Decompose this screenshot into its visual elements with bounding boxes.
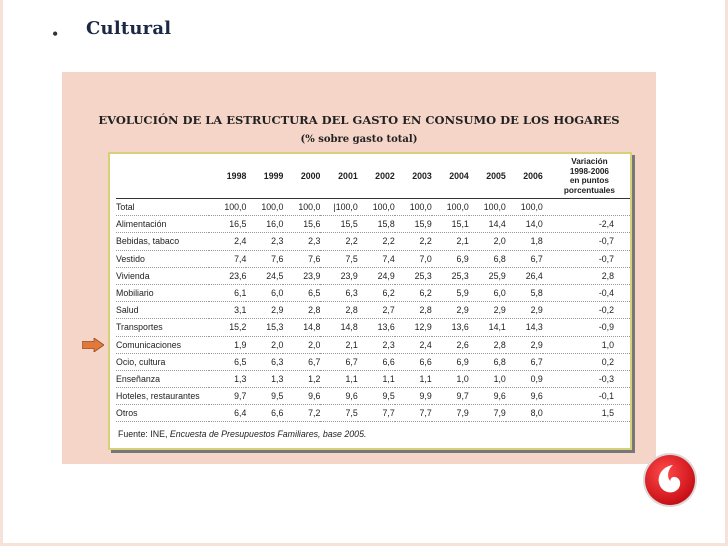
variation-cell: -0,3 (543, 370, 630, 387)
value-cell: 6,7 (320, 353, 357, 370)
table-title: EVOLUCIÓN DE LA ESTRUCTURA DEL GASTO EN CONSUMO DE LOS HOGARES (98, 113, 620, 127)
value-cell: 6,5 (283, 284, 320, 301)
value-cell: 100,0 (283, 199, 320, 216)
row-label: Comunicaciones (116, 336, 209, 353)
value-cell: 6,7 (506, 353, 543, 370)
value-cell: 2,0 (283, 336, 320, 353)
value-cell: 9,7 (209, 388, 246, 405)
variation-cell: 0,2 (543, 353, 630, 370)
year-header: 2005 (486, 171, 506, 181)
value-cell: 14,8 (283, 319, 320, 336)
row-label: Transportes (116, 319, 209, 336)
value-cell: 9,6 (283, 388, 320, 405)
table-row (116, 302, 630, 319)
variation-cell (543, 199, 630, 216)
row-label: Vestido (116, 250, 209, 267)
value-cell: 15,8 (358, 216, 395, 233)
value-cell: 7,9 (469, 405, 506, 422)
table-row (116, 370, 630, 387)
year-header: 2003 (412, 171, 432, 181)
value-cell: 7,4 (358, 250, 395, 267)
value-cell: 100,0 (395, 199, 432, 216)
table-row (116, 250, 630, 267)
row-label: Vivienda (116, 267, 209, 284)
value-cell: 7,6 (283, 250, 320, 267)
table-subtitle: (% sobre gasto total) (300, 134, 418, 145)
table-row (116, 284, 630, 301)
variation-header-line: 1998-2006 (569, 166, 609, 176)
value-cell: 15,9 (395, 216, 432, 233)
value-cell: 15,3 (246, 319, 283, 336)
value-cell: 2,0 (469, 233, 506, 250)
slide-heading: Cultural (86, 18, 172, 39)
value-cell: 6,9 (432, 250, 469, 267)
value-cell: 9,9 (395, 388, 432, 405)
value-cell: 100,0 (432, 199, 469, 216)
value-cell: 7,0 (395, 250, 432, 267)
value-cell: 2,8 (320, 302, 357, 319)
value-cell: 15,2 (209, 319, 246, 336)
value-cell: 1,1 (320, 370, 357, 387)
value-cell: 7,5 (320, 405, 357, 422)
value-cell: 2,8 (283, 302, 320, 319)
value-cell: 1,0 (469, 370, 506, 387)
value-cell: 100,0 (469, 199, 506, 216)
value-cell: 1,9 (209, 336, 246, 353)
value-cell: 6,0 (246, 284, 283, 301)
value-cell: 6,9 (432, 353, 469, 370)
value-cell: 7,9 (432, 405, 469, 422)
table-header-row (116, 154, 630, 199)
variation-cell: -0,7 (543, 233, 630, 250)
value-cell: 2,3 (246, 233, 283, 250)
row-label: Alimentación (116, 216, 209, 233)
variation-cell: -0,1 (543, 388, 630, 405)
value-cell: 1,2 (283, 370, 320, 387)
table-row (116, 388, 630, 405)
value-cell: 14,1 (469, 319, 506, 336)
right-arrow-icon (82, 338, 104, 352)
value-cell: 100,0 (358, 199, 395, 216)
value-cell: 6,6 (358, 353, 395, 370)
variation-header-line: en puntos (569, 176, 609, 185)
value-cell: 6,1 (209, 284, 246, 301)
value-cell: 6,3 (246, 353, 283, 370)
value-cell: 2,3 (283, 233, 320, 250)
value-cell: 7,6 (246, 250, 283, 267)
table-body (116, 199, 630, 422)
year-header: 1999 (263, 171, 284, 181)
value-cell: 100,0 (209, 199, 246, 216)
value-cell: 2,8 (395, 302, 432, 319)
row-label: Ocio, cultura (116, 353, 209, 370)
value-cell: 6,4 (209, 405, 246, 422)
table-frame (108, 152, 632, 450)
row-label: Enseñanza (116, 370, 209, 387)
table-source (118, 429, 366, 439)
value-cell: 2,1 (320, 336, 357, 353)
table-row (116, 233, 630, 250)
value-cell: 2,2 (320, 233, 357, 250)
value-cell: 16,0 (246, 216, 283, 233)
value-cell: 7,4 (209, 250, 246, 267)
value-cell: 13,6 (358, 319, 395, 336)
value-cell: 9,7 (432, 388, 469, 405)
row-label: Mobiliario (116, 284, 209, 301)
value-cell: 26,4 (506, 267, 543, 284)
value-cell: 9,5 (246, 388, 283, 405)
value-cell: 2,7 (358, 302, 395, 319)
value-cell: 7,7 (395, 405, 432, 422)
table-panel (62, 72, 656, 464)
value-cell: 6,7 (283, 353, 320, 370)
value-cell: 0,9 (506, 370, 543, 387)
value-cell: 24,5 (246, 267, 283, 284)
value-cell: 23,6 (209, 267, 246, 284)
value-cell: 6,6 (246, 405, 283, 422)
variation-cell: 2,8 (543, 267, 630, 284)
table-row (116, 405, 630, 422)
value-cell: 2,8 (469, 336, 506, 353)
source-title: Encuesta de Presupuestos Familiares, base 2005. (169, 429, 367, 439)
value-cell: 2,9 (506, 302, 543, 319)
row-label: Salud (116, 302, 209, 319)
value-cell: 1,3 (246, 370, 283, 387)
value-cell: 100,0 (246, 199, 283, 216)
value-cell: 6,7 (506, 250, 543, 267)
value-cell: 2,2 (395, 233, 432, 250)
slide-border-left (0, 0, 3, 546)
row-label: Total (116, 199, 209, 216)
value-cell: 6,8 (469, 250, 506, 267)
row-label: Otros (116, 405, 209, 422)
value-cell: 23,9 (320, 267, 357, 284)
value-cell: 2,9 (469, 302, 506, 319)
value-cell: 24,9 (358, 267, 395, 284)
value-cell: 2,2 (358, 233, 395, 250)
variation-cell: -0,4 (543, 284, 630, 301)
value-cell: 9,6 (469, 388, 506, 405)
year-header: 2006 (523, 171, 543, 181)
value-cell: 14,0 (506, 216, 543, 233)
year-header: 1998 (226, 171, 247, 181)
value-cell: 3,1 (209, 302, 246, 319)
table-row (116, 353, 630, 370)
value-cell: 1,8 (506, 233, 543, 250)
value-cell: 15,6 (283, 216, 320, 233)
table-row (116, 267, 630, 284)
value-cell: 25,3 (432, 267, 469, 284)
value-cell: 2,1 (432, 233, 469, 250)
table-row (116, 199, 630, 216)
value-cell: 2,6 (432, 336, 469, 353)
spending-table (116, 154, 630, 422)
value-cell: 6,6 (395, 353, 432, 370)
value-cell: 2,4 (395, 336, 432, 353)
value-cell: 1,1 (358, 370, 395, 387)
value-cell: 9,6 (320, 388, 357, 405)
value-cell: 1,3 (209, 370, 246, 387)
value-cell: 15,1 (432, 216, 469, 233)
value-cell: 2,4 (209, 233, 246, 250)
table-row (116, 216, 630, 233)
value-cell: 2,3 (358, 336, 395, 353)
value-cell: 23,9 (283, 267, 320, 284)
table-row (116, 319, 630, 336)
value-cell: 2,9 (246, 302, 283, 319)
value-cell: |100,0 (320, 199, 357, 216)
variation-header-line: Variación (571, 157, 608, 166)
value-cell: 6,8 (469, 353, 506, 370)
value-cell: 6,2 (395, 284, 432, 301)
value-cell: 14,4 (469, 216, 506, 233)
value-cell: 9,6 (506, 388, 543, 405)
value-cell: 15,5 (320, 216, 357, 233)
variation-cell: 1,0 (543, 336, 630, 353)
value-cell: 1,0 (432, 370, 469, 387)
value-cell: 13,6 (432, 319, 469, 336)
value-cell: 5,9 (432, 284, 469, 301)
row-label: Hoteles, restaurantes (116, 388, 209, 405)
source-prefix: Fuente: INE, (118, 429, 170, 439)
value-cell: 9,5 (358, 388, 395, 405)
variation-cell: -0,9 (543, 319, 630, 336)
value-cell: 6,2 (358, 284, 395, 301)
row-label: Bebidas, tabaco (116, 233, 209, 250)
value-cell: 14,8 (320, 319, 357, 336)
value-cell: 12,9 (395, 319, 432, 336)
value-cell: 2,9 (432, 302, 469, 319)
vodafone-logo (642, 452, 698, 508)
value-cell: 25,3 (395, 267, 432, 284)
bullet-point: • (52, 24, 59, 44)
value-cell: 6,0 (469, 284, 506, 301)
variation-header (543, 154, 630, 199)
year-header: 2000 (300, 171, 321, 181)
variation-cell: -0,7 (543, 250, 630, 267)
variation-cell: -2,4 (543, 216, 630, 233)
value-cell: 2,0 (246, 336, 283, 353)
value-cell: 16,5 (209, 216, 246, 233)
header-label-cell (116, 154, 209, 199)
year-header: 2001 (338, 171, 358, 181)
value-cell: 8,0 (506, 405, 543, 422)
year-header: 2002 (375, 171, 395, 181)
value-cell: 6,3 (320, 284, 357, 301)
value-cell: 5,8 (506, 284, 543, 301)
value-cell: 25,9 (469, 267, 506, 284)
value-cell: 7,2 (283, 405, 320, 422)
value-cell: 100,0 (506, 199, 543, 216)
value-cell: 7,5 (320, 250, 357, 267)
variation-cell: 1,5 (543, 405, 630, 422)
value-cell: 2,9 (506, 336, 543, 353)
value-cell: 6,5 (209, 353, 246, 370)
variation-header-line: porcentuales (563, 185, 615, 195)
variation-cell: -0,2 (543, 302, 630, 319)
year-header: 2004 (449, 171, 469, 181)
table-row (116, 336, 630, 353)
value-cell: 7,7 (358, 405, 395, 422)
value-cell: 14,3 (506, 319, 543, 336)
value-cell: 1,1 (395, 370, 432, 387)
